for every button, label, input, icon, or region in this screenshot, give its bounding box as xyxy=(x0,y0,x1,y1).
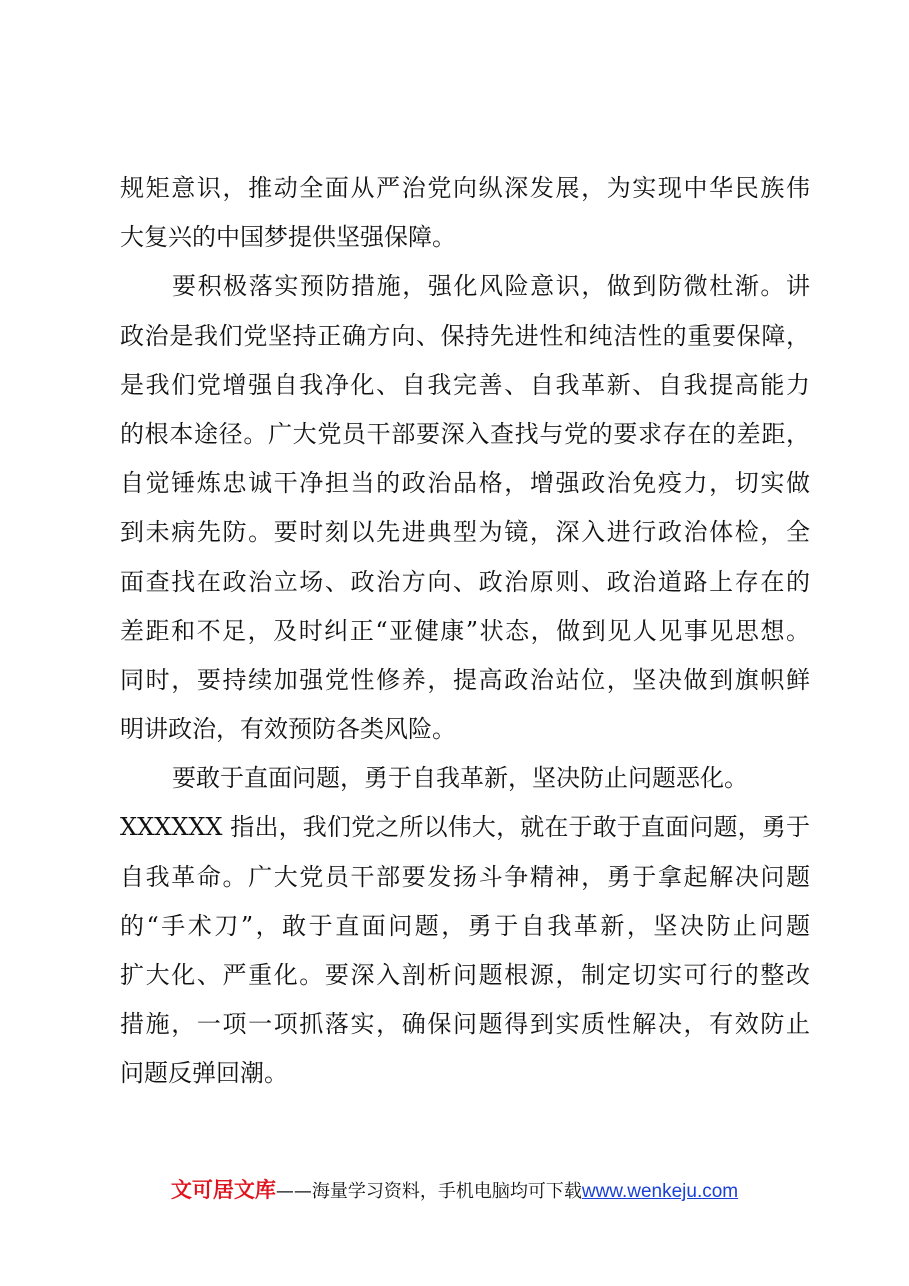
text-line: 措施，一项一项抓落实，确保问题得到实质性解决，有效防止 xyxy=(120,1010,810,1039)
text-line: 要敢于直面问题，勇于自我革新，坚决防止问题恶化。 xyxy=(172,764,748,793)
text-line: XXXXXX 指出，我们党之所以伟大，就在于敢于直面问题，勇于 xyxy=(120,813,810,842)
document-body xyxy=(120,164,810,1099)
text-line: 扩大化、严重化。要深入剖析问题根源，制定切实可行的整改 xyxy=(120,961,810,989)
text-line: 是我们党增强自我净化、自我完善、自我革新、自我提高能力 xyxy=(120,370,810,399)
text-line: 要积极落实预防措施，强化风险意识，做到防微杜渐。讲 xyxy=(172,272,810,301)
text-line: 的“手术刀”，敢于直面问题，勇于自我革新，坚决防止问题 xyxy=(120,911,810,940)
footer-brand: 文可居文库 xyxy=(170,1178,276,1202)
footer-url-link[interactable]: www.wenkeju.com xyxy=(581,1181,739,1202)
text-line: 问题反弹回潮。 xyxy=(120,1059,288,1088)
text-line: 的根本途径。广大党员干部要深入查找与党的要求存在的差距， xyxy=(120,419,810,448)
text-line: 政治是我们党坚持正确方向、保持先进性和纯洁性的重要保障， xyxy=(120,321,810,350)
text-line: 规矩意识，推动全面从严治党向纵深发展，为实现中华民族伟 xyxy=(120,174,810,202)
footer-banner xyxy=(0,1178,909,1204)
text-line: 大复兴的中国梦提供坚强保障。 xyxy=(120,223,456,252)
footer-slogan: ——海量学习资料，手机电脑均可下载 xyxy=(275,1181,582,1202)
text-line: 面查找在政治立场、政治方向、政治原则、政治道路上存在的 xyxy=(120,567,810,596)
text-line: 到未病先防。要时刻以先进典型为镜，深入进行政治体检，全 xyxy=(120,518,810,547)
text-line: 自觉锤炼忠诚干净担当的政治品格，增强政治免疫力，切实做 xyxy=(120,469,810,498)
text-line: 自我革命。广大党员干部要发扬斗争精神，勇于拿起解决问题 xyxy=(120,862,810,891)
text-line: 明讲政治，有效预防各类风险。 xyxy=(120,715,456,744)
text-line: 同时，要持续加强党性修养，提高政治站位，坚决做到旗帜鲜 xyxy=(120,665,810,694)
text-line: 差距和不足，及时纠正“亚健康”状态，做到见人见事见思想。 xyxy=(120,616,810,645)
